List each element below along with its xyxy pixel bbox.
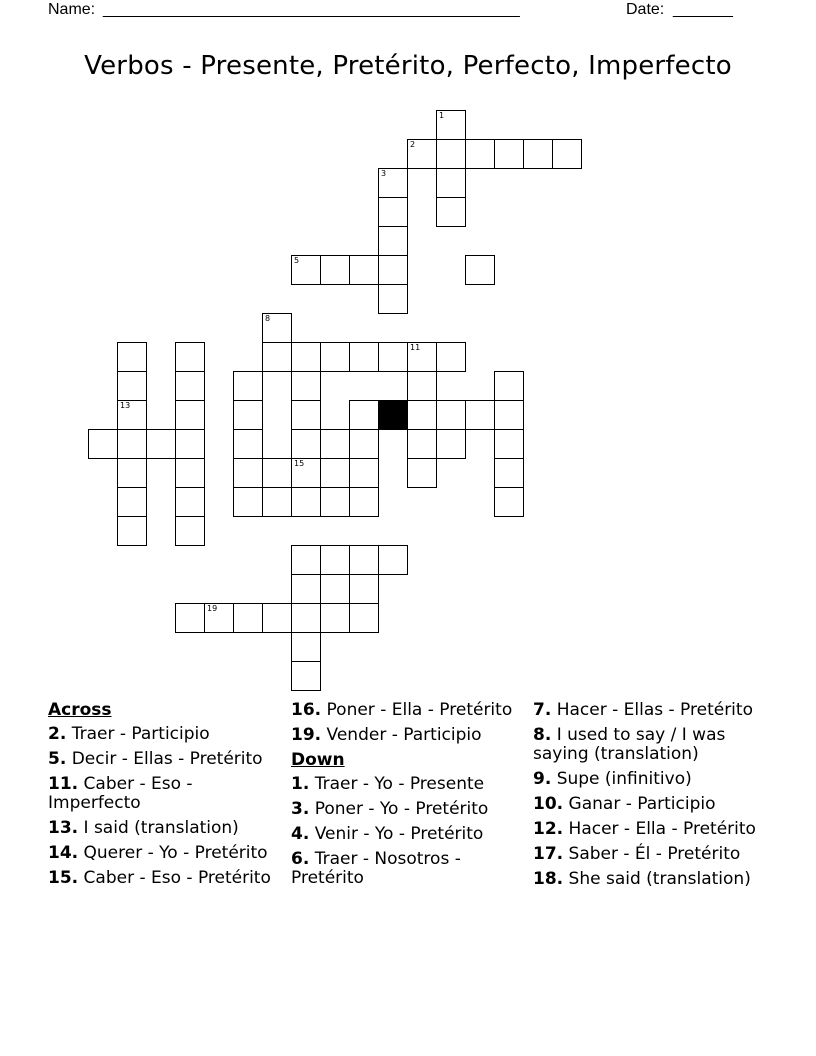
clue-text: Traer - Participio	[71, 724, 210, 744]
clue-item	[291, 825, 526, 844]
grid-cell[interactable]	[349, 255, 379, 285]
grid-cell[interactable]	[291, 487, 321, 517]
across-heading: Across	[48, 700, 112, 720]
grid-cell[interactable]	[291, 458, 321, 488]
grid-cell[interactable]	[320, 429, 350, 459]
clue-number: 17.	[533, 844, 564, 864]
grid-cell[interactable]	[291, 342, 321, 372]
cell-number: 1	[439, 111, 445, 120]
grid-cell[interactable]	[436, 139, 466, 169]
grid-cell[interactable]	[349, 458, 379, 488]
clue-text: I said (translation)	[83, 818, 239, 838]
grid-cell[interactable]	[146, 429, 176, 459]
grid-cell[interactable]	[349, 400, 379, 430]
clue-item	[48, 775, 283, 813]
clue-number: 12.	[533, 819, 564, 839]
grid-cell[interactable]	[320, 545, 350, 575]
clue-item	[291, 775, 526, 794]
grid-cell[interactable]	[117, 429, 147, 459]
grid-cell[interactable]	[436, 197, 466, 227]
clue-number: 5.	[48, 749, 67, 769]
grid-cell[interactable]	[494, 487, 524, 517]
grid-cell[interactable]	[262, 603, 292, 633]
grid-cell[interactable]	[407, 371, 437, 401]
clue-number: 8.	[533, 725, 552, 745]
grid-cell[interactable]	[233, 371, 263, 401]
grid-cell[interactable]	[523, 139, 553, 169]
clue-text: Vender - Participio	[326, 725, 482, 745]
clue-text: I used to say / I was saying (translation)	[533, 725, 726, 764]
across-clue-list	[48, 725, 283, 888]
cell-number: 15	[294, 459, 305, 468]
grid-cell[interactable]	[117, 400, 147, 430]
grid-cell[interactable]	[552, 139, 582, 169]
grid-cell[interactable]	[465, 400, 495, 430]
grid-cell[interactable]	[407, 429, 437, 459]
grid-cell[interactable]	[233, 458, 263, 488]
grid-cell[interactable]	[349, 429, 379, 459]
clue-text: She said (translation)	[568, 869, 751, 889]
clue-number: 1.	[291, 774, 310, 794]
clue-number: 11.	[48, 774, 79, 794]
clue-item	[48, 869, 283, 888]
grid-cell[interactable]	[262, 458, 292, 488]
cell-number: 13	[120, 401, 131, 410]
grid-cell[interactable]	[494, 458, 524, 488]
grid-cell[interactable]	[175, 516, 205, 546]
clue-text: Caber - Eso - Pretérito	[83, 868, 271, 888]
grid-cell[interactable]	[291, 661, 321, 691]
clue-text: Caber - Eso - Imperfecto	[48, 774, 193, 813]
grid-cell[interactable]	[320, 342, 350, 372]
grid-cell[interactable]	[349, 342, 379, 372]
grid-cell[interactable]	[465, 139, 495, 169]
grid-cell[interactable]	[117, 371, 147, 401]
clue-text: Poner - Ella - Pretérito	[326, 700, 513, 720]
clue-item	[48, 750, 283, 769]
clue-number: 19.	[291, 725, 322, 745]
grid-cell[interactable]	[407, 458, 437, 488]
grid-cell[interactable]	[175, 603, 205, 633]
clue-text: Venir - Yo - Pretérito	[314, 824, 484, 844]
clue-item	[291, 701, 526, 720]
grid-cell[interactable]	[175, 458, 205, 488]
grid-cell[interactable]	[349, 574, 379, 604]
date-blank[interactable]: _______	[673, 1, 733, 18]
clue-item	[291, 800, 526, 819]
grid-cell[interactable]	[407, 139, 437, 169]
grid-cell[interactable]	[233, 487, 263, 517]
cell-number: 8	[265, 314, 271, 323]
grid-cell[interactable]	[494, 371, 524, 401]
clue-number: 14.	[48, 843, 79, 863]
clue-item	[533, 795, 768, 814]
name-label: Name:	[48, 1, 96, 18]
clue-number: 10.	[533, 794, 564, 814]
grid-cell[interactable]	[349, 545, 379, 575]
cell-number: 19	[207, 604, 218, 613]
grid-cell[interactable]	[291, 255, 321, 285]
grid-cell[interactable]	[436, 168, 466, 198]
clue-number: 16.	[291, 700, 322, 720]
clue-number: 6.	[291, 849, 310, 869]
grid-cell[interactable]	[436, 429, 466, 459]
date-label: Date:	[626, 1, 665, 18]
down-clue-list-continued	[533, 701, 768, 889]
down-clue-list	[291, 775, 526, 888]
grid-cell[interactable]	[233, 603, 263, 633]
across-clue-list-continued	[291, 701, 526, 745]
clues-column-3	[533, 701, 768, 895]
grid-cell[interactable]	[378, 197, 408, 227]
grid-cell[interactable]	[494, 429, 524, 459]
clue-number: 7.	[533, 700, 552, 720]
clue-item	[533, 870, 768, 889]
clue-text: Saber - Él - Pretérito	[568, 844, 741, 864]
page-title: Verbos - Presente, Pretérito, Perfecto, Imperfecto	[84, 51, 732, 81]
clue-text: Traer - Nosotros - Pretérito	[291, 849, 461, 888]
grid-cell[interactable]	[320, 487, 350, 517]
clue-text: Querer - Yo - Pretérito	[83, 843, 268, 863]
clue-number: 18.	[533, 869, 564, 889]
grid-cell[interactable]	[436, 110, 466, 140]
clue-text: Poner - Yo - Pretérito	[314, 799, 489, 819]
grid-cell[interactable]	[175, 487, 205, 517]
grid-cell[interactable]	[494, 139, 524, 169]
grid-cell[interactable]	[436, 342, 466, 372]
cell-number: 5	[294, 256, 300, 265]
grid-cell[interactable]	[291, 574, 321, 604]
grid-cell[interactable]	[204, 603, 234, 633]
cell-number: 11	[410, 343, 421, 352]
clue-number: 2.	[48, 724, 67, 744]
grid-cell[interactable]	[175, 342, 205, 372]
grid-cell[interactable]	[378, 342, 408, 372]
clue-number: 3.	[291, 799, 310, 819]
grid-cell[interactable]	[436, 400, 466, 430]
grid-cell[interactable]	[378, 545, 408, 575]
grid-cell[interactable]	[117, 458, 147, 488]
grid-cell[interactable]	[465, 255, 495, 285]
clue-item	[48, 819, 283, 838]
grid-cell[interactable]	[117, 342, 147, 372]
grid-cell[interactable]	[291, 632, 321, 662]
grid-cell[interactable]	[378, 284, 408, 314]
grid-cell[interactable]	[378, 226, 408, 256]
clue-item	[533, 770, 768, 789]
clue-item	[291, 726, 526, 745]
grid-cell[interactable]	[407, 342, 437, 372]
clue-number: 13.	[48, 818, 79, 838]
clue-text: Hacer - Ella - Pretérito	[568, 819, 756, 839]
grid-cell[interactable]	[117, 516, 147, 546]
clue-text: Decir - Ellas - Pretérito	[71, 749, 263, 769]
grid-cell[interactable]	[291, 603, 321, 633]
clue-text: Ganar - Participio	[568, 794, 716, 814]
grid-cell[interactable]	[320, 603, 350, 633]
grid-cell[interactable]	[320, 255, 350, 285]
grid-cell[interactable]	[407, 400, 437, 430]
grid-cell[interactable]	[117, 487, 147, 517]
clue-item	[48, 725, 283, 744]
clue-number: 4.	[291, 824, 310, 844]
grid-cell[interactable]	[262, 487, 292, 517]
grid-cell[interactable]	[175, 371, 205, 401]
clue-text: Traer - Yo - Presente	[314, 774, 485, 794]
grid-cell[interactable]	[320, 458, 350, 488]
clue-item	[291, 850, 526, 888]
clue-text: Hacer - Ellas - Pretérito	[556, 700, 753, 720]
clue-item	[533, 726, 768, 764]
clues-column-1	[48, 701, 283, 894]
cell-number: 3	[381, 169, 387, 178]
grid-cell[interactable]	[233, 429, 263, 459]
grid-cell[interactable]	[378, 255, 408, 285]
clue-text: Supe (infinitivo)	[556, 769, 692, 789]
grid-cell[interactable]	[349, 603, 379, 633]
grid-cell[interactable]	[378, 168, 408, 198]
grid-cell[interactable]	[291, 429, 321, 459]
grid-cell[interactable]	[262, 342, 292, 372]
clue-number: 9.	[533, 769, 552, 789]
grid-cell[interactable]	[494, 400, 524, 430]
black-cell	[378, 400, 408, 430]
grid-cell[interactable]	[233, 400, 263, 430]
clue-item	[48, 844, 283, 863]
grid-cell[interactable]	[291, 400, 321, 430]
grid-cell[interactable]	[291, 371, 321, 401]
cell-number: 2	[410, 140, 416, 149]
grid-cell[interactable]	[291, 545, 321, 575]
grid-cell[interactable]	[88, 429, 118, 459]
clue-item	[533, 701, 768, 720]
grid-cell[interactable]	[175, 429, 205, 459]
down-heading: Down	[291, 750, 345, 770]
grid-cell[interactable]	[349, 487, 379, 517]
clues-column-2	[291, 701, 526, 894]
name-blank[interactable]: _________________________________________________	[103, 1, 520, 18]
grid-cell[interactable]	[175, 400, 205, 430]
clue-item	[533, 845, 768, 864]
clue-item	[533, 820, 768, 839]
clue-number: 15.	[48, 868, 79, 888]
grid-cell[interactable]	[262, 313, 292, 343]
